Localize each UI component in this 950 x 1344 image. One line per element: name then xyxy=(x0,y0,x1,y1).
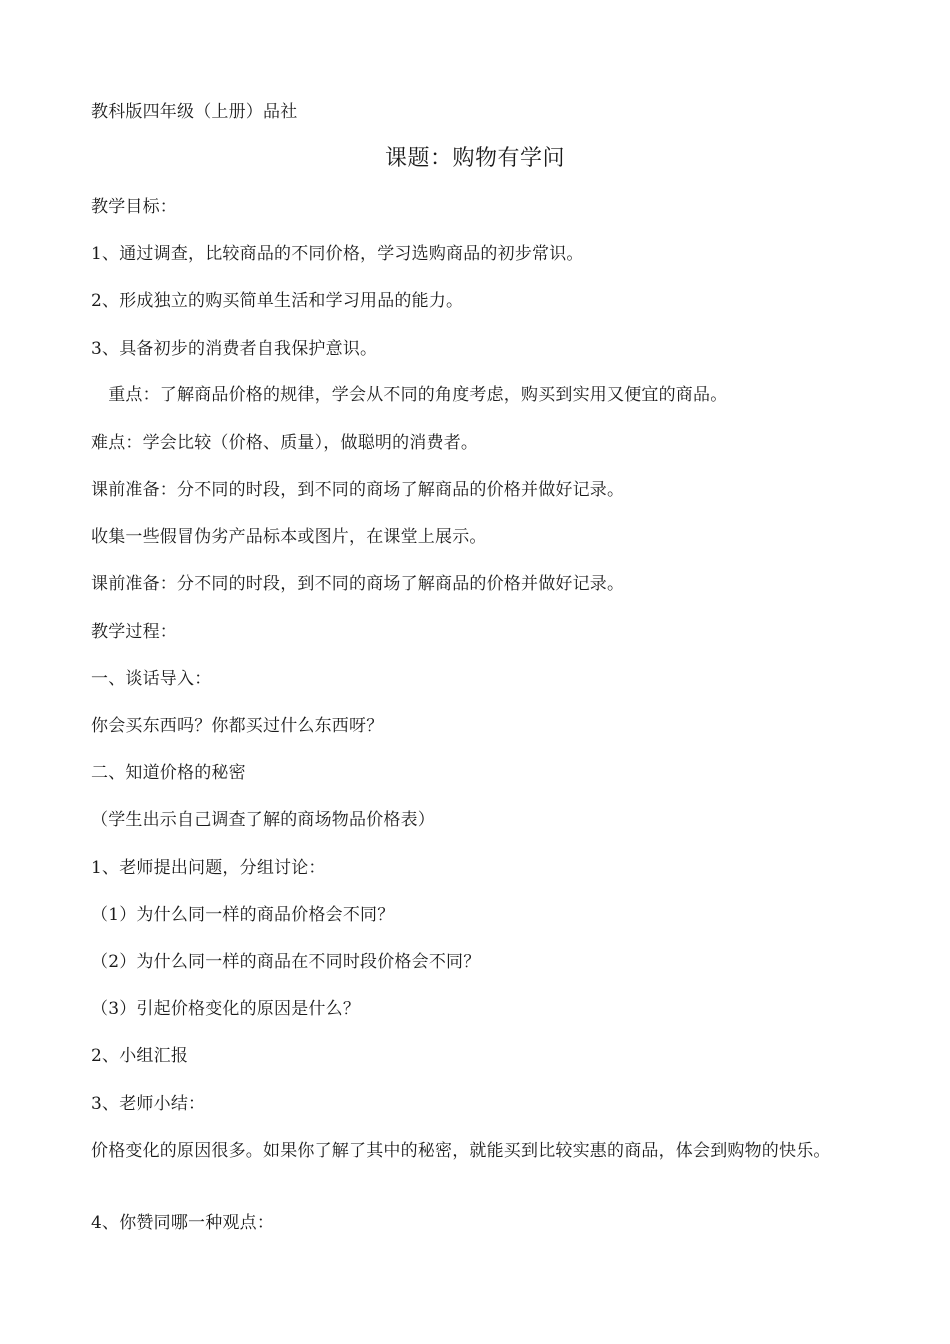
step-question: 你会买东西吗？你都买过什么东西呀？ xyxy=(91,716,384,736)
page-title: 课题：购物有学问 xyxy=(384,146,565,171)
sub-step-4: 4、你赞同哪一种观点： xyxy=(91,1213,275,1233)
preparation-3: 课前准备：分不同的时段，到不同的商场了解商品的价格并做好记录。 xyxy=(91,574,625,594)
summary-paragraph: 价格变化的原因很多。如果你了解了其中的秘密，就能买到比较实惠的商品，体会到购物的快乐。 xyxy=(91,1141,831,1161)
sub-step-3: 3、老师小结： xyxy=(91,1094,206,1114)
objective-item-3: 3、具备初步的消费者自我保护意识。 xyxy=(91,339,378,359)
question-3: （3）引起价格变化的原因是什么？ xyxy=(91,999,361,1019)
preparation-1: 课前准备：分不同的时段，到不同的商场了解商品的价格并做好记录。 xyxy=(91,480,625,500)
step-heading-2: 二、知道价格的秘密 xyxy=(91,763,246,783)
sub-step-1: 1、老师提出问题，分组讨论： xyxy=(91,858,326,878)
sub-step-2: 2、小组汇报 xyxy=(91,1046,189,1066)
question-2: （2）为什么同一样的商品在不同时段价格会不同？ xyxy=(91,952,481,972)
key-point: 重点：了解商品价格的规律，学会从不同的角度考虑，购买到实用又便宜的商品。 xyxy=(91,385,728,405)
difficult-point: 难点：学会比较（价格、质量），做聪明的消费者。 xyxy=(91,433,479,453)
preparation-2: 收集一些假冒伪劣产品标本或图片，在课堂上展示。 xyxy=(91,527,487,547)
step-heading-1: 一、谈话导入： xyxy=(91,669,212,689)
objective-item-2: 2、形成独立的购买简单生活和学习用品的能力。 xyxy=(91,291,464,311)
document-header: 教科版四年级（上册）品社 xyxy=(91,102,298,122)
question-1: （1）为什么同一样的商品价格会不同？ xyxy=(91,905,395,925)
section-heading-process: 教学过程： xyxy=(91,622,177,642)
step-note: （学生出示自己调查了解的商场物品价格表） xyxy=(91,810,435,830)
section-heading-objectives: 教学目标： xyxy=(91,197,177,217)
objective-item-1: 1、通过调查，比较商品的不同价格，学习选购商品的初步常识。 xyxy=(91,244,584,264)
